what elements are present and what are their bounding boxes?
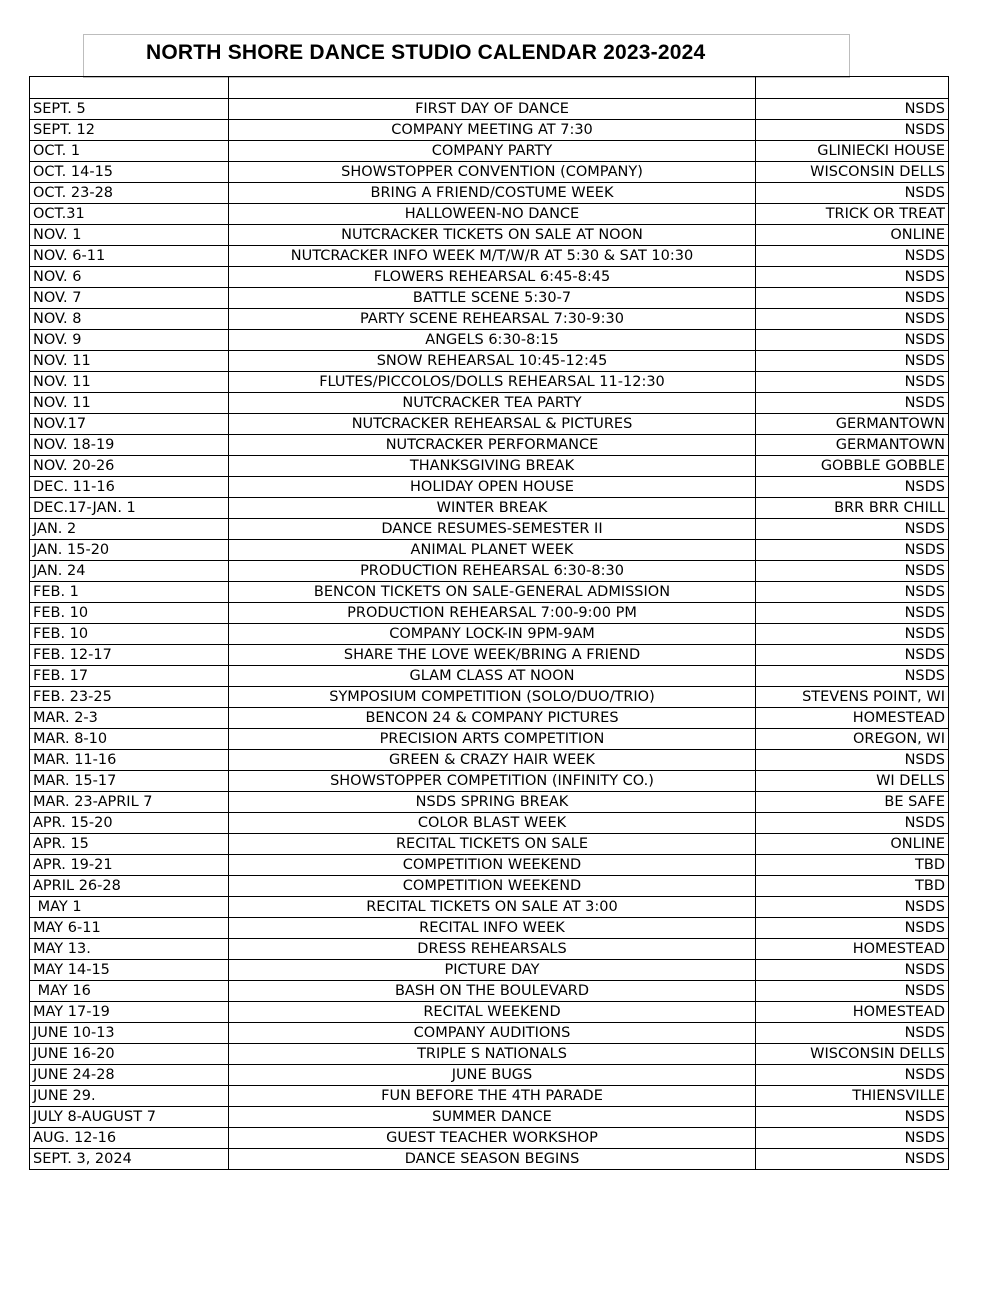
event-cell: GLAM CLASS AT NOON (229, 666, 756, 687)
table-row (30, 1065, 949, 1086)
event-cell: GUEST TEACHER WORKSHOP (229, 1128, 756, 1149)
event-cell: PRODUCTION REHEARSAL 6:30-8:30 (229, 561, 756, 582)
event-cell: COMPANY LOCK-IN 9PM-9AM (229, 624, 756, 645)
table-row (30, 1002, 949, 1023)
date-cell: FEB. 17 (30, 666, 229, 687)
date-cell: MAR. 23-APRIL 7 (30, 792, 229, 813)
header-row (30, 77, 949, 99)
location-cell: NSDS (756, 981, 949, 1002)
calendar-table (29, 76, 949, 1170)
location-cell: NSDS (756, 645, 949, 666)
location-cell: NSDS (756, 582, 949, 603)
event-cell: HALLOWEEN-NO DANCE (229, 204, 756, 225)
table-row (30, 855, 949, 876)
table-row (30, 246, 949, 267)
table-row (30, 708, 949, 729)
event-cell: BENCON TICKETS ON SALE-GENERAL ADMISSION (229, 582, 756, 603)
header-cell-date (30, 77, 229, 99)
date-cell: NOV. 11 (30, 372, 229, 393)
location-cell: NSDS (756, 561, 949, 582)
header-cell-location (756, 77, 949, 99)
date-cell: DEC. 11-16 (30, 477, 229, 498)
location-cell: NSDS (756, 1107, 949, 1128)
event-cell: NUTCRACKER TICKETS ON SALE AT NOON (229, 225, 756, 246)
location-cell: NSDS (756, 477, 949, 498)
date-cell: NOV. 8 (30, 309, 229, 330)
date-cell: MAY 16 (30, 981, 229, 1002)
date-cell: JAN. 2 (30, 519, 229, 540)
event-cell: TRIPLE S NATIONALS (229, 1044, 756, 1065)
date-cell: MAY 13. (30, 939, 229, 960)
event-cell: PARTY SCENE REHEARSAL 7:30-9:30 (229, 309, 756, 330)
location-cell: WI DELLS (756, 771, 949, 792)
location-cell: NSDS (756, 99, 949, 120)
date-cell: MAR. 2-3 (30, 708, 229, 729)
event-cell: NUTCRACKER INFO WEEK M/T/W/R AT 5:30 & SAT 10:30 (229, 246, 756, 267)
event-cell: RECITAL INFO WEEK (229, 918, 756, 939)
table-row (30, 729, 949, 750)
date-cell: NOV. 9 (30, 330, 229, 351)
date-cell: MAR. 8-10 (30, 729, 229, 750)
date-cell: JAN. 24 (30, 561, 229, 582)
table-row (30, 183, 949, 204)
event-cell: RECITAL TICKETS ON SALE AT 3:00 (229, 897, 756, 918)
date-cell: MAR. 11-16 (30, 750, 229, 771)
location-cell: NSDS (756, 309, 949, 330)
table-row (30, 225, 949, 246)
location-cell: GOBBLE GOBBLE (756, 456, 949, 477)
event-cell: DANCE SEASON BEGINS (229, 1149, 756, 1170)
location-cell: TBD (756, 876, 949, 897)
event-cell: NUTCRACKER PERFORMANCE (229, 435, 756, 456)
location-cell: GLINIECKI HOUSE (756, 141, 949, 162)
date-cell: OCT. 23-28 (30, 183, 229, 204)
date-cell: NOV. 11 (30, 393, 229, 414)
event-cell: RECITAL WEEKEND (229, 1002, 756, 1023)
table-row (30, 372, 949, 393)
table-row (30, 960, 949, 981)
table-row (30, 267, 949, 288)
event-cell: NSDS SPRING BREAK (229, 792, 756, 813)
event-cell: FUN BEFORE THE 4TH PARADE (229, 1086, 756, 1107)
event-cell: COMPANY AUDITIONS (229, 1023, 756, 1044)
table-row (30, 1086, 949, 1107)
table-row (30, 561, 949, 582)
table-row (30, 666, 949, 687)
table-row (30, 288, 949, 309)
date-cell: MAY 17-19 (30, 1002, 229, 1023)
date-cell: JUNE 10-13 (30, 1023, 229, 1044)
location-cell: NSDS (756, 624, 949, 645)
event-cell: DRESS REHEARSALS (229, 939, 756, 960)
event-cell: SHARE THE LOVE WEEK/BRING A FRIEND (229, 645, 756, 666)
date-cell: JAN. 15-20 (30, 540, 229, 561)
location-cell: NSDS (756, 750, 949, 771)
location-cell: NSDS (756, 813, 949, 834)
event-cell: SHOWSTOPPER COMPETITION (INFINITY CO.) (229, 771, 756, 792)
table-row (30, 414, 949, 435)
event-cell: SYMPOSIUM COMPETITION (SOLO/DUO/TRIO) (229, 687, 756, 708)
table-row (30, 204, 949, 225)
event-cell: FLUTES/PICCOLOS/DOLLS REHEARSAL 11-12:30 (229, 372, 756, 393)
location-cell: WISCONSIN DELLS (756, 162, 949, 183)
page-title: NORTH SHORE DANCE STUDIO CALENDAR 2023-2024 (146, 41, 706, 64)
date-cell: AUG. 12-16 (30, 1128, 229, 1149)
event-cell: COMPETITION WEEKEND (229, 876, 756, 897)
date-cell: NOV.17 (30, 414, 229, 435)
event-cell: COMPETITION WEEKEND (229, 855, 756, 876)
table-row (30, 1149, 949, 1170)
table-row (30, 771, 949, 792)
table-row (30, 393, 949, 414)
event-cell: COMPANY PARTY (229, 141, 756, 162)
event-cell: NUTCRACKER REHEARSAL & PICTURES (229, 414, 756, 435)
date-cell: JUNE 24-28 (30, 1065, 229, 1086)
location-cell: HOMESTEAD (756, 1002, 949, 1023)
location-cell: NSDS (756, 288, 949, 309)
table-row (30, 330, 949, 351)
table-row (30, 1128, 949, 1149)
date-cell: NOV. 6-11 (30, 246, 229, 267)
date-cell: DEC.17-JAN. 1 (30, 498, 229, 519)
title-box (83, 34, 850, 78)
date-cell: SEPT. 3, 2024 (30, 1149, 229, 1170)
location-cell: NSDS (756, 330, 949, 351)
date-cell: FEB. 10 (30, 603, 229, 624)
date-cell: MAY 14-15 (30, 960, 229, 981)
location-cell: HOMESTEAD (756, 939, 949, 960)
table-row (30, 582, 949, 603)
event-cell: FLOWERS REHEARSAL 6:45-8:45 (229, 267, 756, 288)
location-cell: GERMANTOWN (756, 414, 949, 435)
event-cell: DANCE RESUMES-SEMESTER II (229, 519, 756, 540)
event-cell: GREEN & CRAZY HAIR WEEK (229, 750, 756, 771)
location-cell: NSDS (756, 246, 949, 267)
date-cell: APR. 15 (30, 834, 229, 855)
location-cell: NSDS (756, 1023, 949, 1044)
location-cell: WISCONSIN DELLS (756, 1044, 949, 1065)
date-cell: NOV. 20-26 (30, 456, 229, 477)
location-cell: NSDS (756, 540, 949, 561)
table-row (30, 645, 949, 666)
date-cell: FEB. 12-17 (30, 645, 229, 666)
date-cell: NOV. 1 (30, 225, 229, 246)
location-cell: NSDS (756, 1065, 949, 1086)
location-cell: NSDS (756, 666, 949, 687)
date-cell: APR. 19-21 (30, 855, 229, 876)
location-cell: NSDS (756, 1149, 949, 1170)
date-cell: JUNE 29. (30, 1086, 229, 1107)
location-cell: BRR BRR CHILL (756, 498, 949, 519)
event-cell: BATTLE SCENE 5:30-7 (229, 288, 756, 309)
table-row (30, 813, 949, 834)
date-cell: NOV. 7 (30, 288, 229, 309)
table-row (30, 141, 949, 162)
date-cell: FEB. 1 (30, 582, 229, 603)
date-cell: FEB. 23-25 (30, 687, 229, 708)
calendar-body (30, 77, 949, 1170)
location-cell: NSDS (756, 603, 949, 624)
date-cell: OCT. 1 (30, 141, 229, 162)
table-row (30, 99, 949, 120)
event-cell: BENCON 24 & COMPANY PICTURES (229, 708, 756, 729)
event-cell: RECITAL TICKETS ON SALE (229, 834, 756, 855)
date-cell: NOV. 11 (30, 351, 229, 372)
date-cell: JULY 8-AUGUST 7 (30, 1107, 229, 1128)
location-cell: NSDS (756, 960, 949, 981)
table-row (30, 750, 949, 771)
event-cell: PICTURE DAY (229, 960, 756, 981)
date-cell: OCT.31 (30, 204, 229, 225)
location-cell: NSDS (756, 120, 949, 141)
location-cell: ONLINE (756, 834, 949, 855)
date-cell: NOV. 6 (30, 267, 229, 288)
table-row (30, 1023, 949, 1044)
event-cell: ANIMAL PLANET WEEK (229, 540, 756, 561)
event-cell: COMPANY MEETING AT 7:30 (229, 120, 756, 141)
event-cell: PRECISION ARTS COMPETITION (229, 729, 756, 750)
table-row (30, 162, 949, 183)
event-cell: BRING A FRIEND/COSTUME WEEK (229, 183, 756, 204)
event-cell: NUTCRACKER TEA PARTY (229, 393, 756, 414)
header-cell-event (229, 77, 756, 99)
table-row (30, 792, 949, 813)
table-row (30, 939, 949, 960)
location-cell: NSDS (756, 393, 949, 414)
event-cell: ANGELS 6:30-8:15 (229, 330, 756, 351)
date-cell: JUNE 16-20 (30, 1044, 229, 1065)
location-cell: BE SAFE (756, 792, 949, 813)
table-row (30, 624, 949, 645)
date-cell: APR. 15-20 (30, 813, 229, 834)
location-cell: NSDS (756, 183, 949, 204)
date-cell: NOV. 18-19 (30, 435, 229, 456)
event-cell: JUNE BUGS (229, 1065, 756, 1086)
date-cell: OCT. 14-15 (30, 162, 229, 183)
location-cell: NSDS (756, 372, 949, 393)
date-cell: FEB. 10 (30, 624, 229, 645)
table-row (30, 876, 949, 897)
location-cell: THIENSVILLE (756, 1086, 949, 1107)
table-row (30, 540, 949, 561)
event-cell: SHOWSTOPPER CONVENTION (COMPANY) (229, 162, 756, 183)
date-cell: SEPT. 12 (30, 120, 229, 141)
date-cell: MAR. 15-17 (30, 771, 229, 792)
location-cell: TBD (756, 855, 949, 876)
location-cell: NSDS (756, 897, 949, 918)
event-cell: PRODUCTION REHEARSAL 7:00-9:00 PM (229, 603, 756, 624)
event-cell: BASH ON THE BOULEVARD (229, 981, 756, 1002)
event-cell: HOLIDAY OPEN HOUSE (229, 477, 756, 498)
table-row (30, 834, 949, 855)
date-cell: MAY 1 (30, 897, 229, 918)
location-cell: NSDS (756, 918, 949, 939)
location-cell: OREGON, WI (756, 729, 949, 750)
table-row (30, 477, 949, 498)
event-cell: SUMMER DANCE (229, 1107, 756, 1128)
table-row (30, 1044, 949, 1065)
date-cell: APRIL 26-28 (30, 876, 229, 897)
location-cell: HOMESTEAD (756, 708, 949, 729)
table-row (30, 981, 949, 1002)
location-cell: NSDS (756, 351, 949, 372)
table-row (30, 351, 949, 372)
date-cell: SEPT. 5 (30, 99, 229, 120)
event-cell: WINTER BREAK (229, 498, 756, 519)
event-cell: FIRST DAY OF DANCE (229, 99, 756, 120)
table-row (30, 603, 949, 624)
table-row (30, 120, 949, 141)
location-cell: GERMANTOWN (756, 435, 949, 456)
event-cell: THANKSGIVING BREAK (229, 456, 756, 477)
table-row (30, 435, 949, 456)
date-cell: MAY 6-11 (30, 918, 229, 939)
table-row (30, 897, 949, 918)
table-row (30, 456, 949, 477)
location-cell: TRICK OR TREAT (756, 204, 949, 225)
table-row (30, 309, 949, 330)
event-cell: COLOR BLAST WEEK (229, 813, 756, 834)
table-row (30, 918, 949, 939)
location-cell: ONLINE (756, 225, 949, 246)
location-cell: NSDS (756, 267, 949, 288)
table-row (30, 519, 949, 540)
location-cell: STEVENS POINT, WI (756, 687, 949, 708)
location-cell: NSDS (756, 1128, 949, 1149)
event-cell: SNOW REHEARSAL 10:45-12:45 (229, 351, 756, 372)
table-row (30, 687, 949, 708)
location-cell: NSDS (756, 519, 949, 540)
table-row (30, 1107, 949, 1128)
table-row (30, 498, 949, 519)
